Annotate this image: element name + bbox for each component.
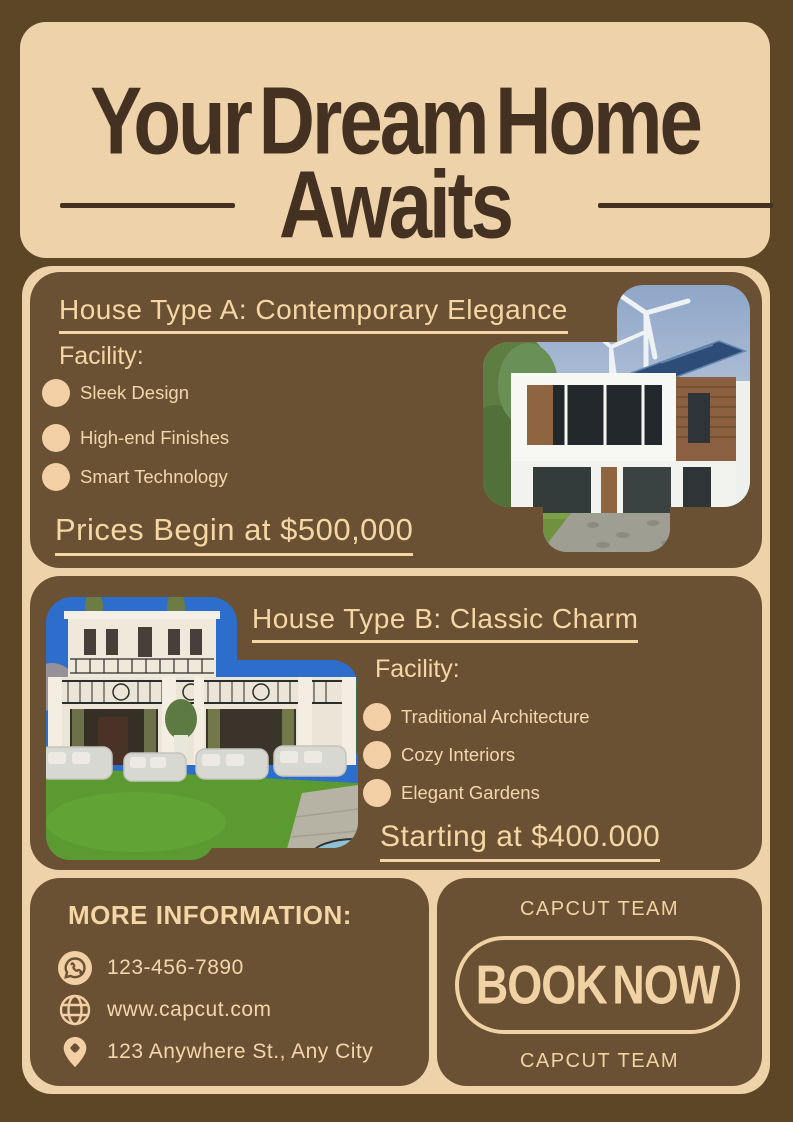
bullet-dot-icon bbox=[363, 741, 391, 769]
capcut-team-label-top: CAPCUT TEAM bbox=[519, 898, 680, 920]
booking-card bbox=[437, 878, 762, 1086]
facility-item bbox=[42, 379, 189, 407]
website-url: www.capcut.com bbox=[107, 998, 272, 1021]
phone-number: 123-456-7890 bbox=[107, 956, 244, 979]
facility-label-a: Facility: bbox=[59, 342, 144, 370]
bullet-dot-icon bbox=[363, 779, 391, 807]
book-now-button[interactable] bbox=[455, 936, 740, 1034]
house-type-a-title: House Type A: Contemporary Elegance bbox=[59, 294, 568, 334]
whatsapp-icon bbox=[57, 950, 93, 986]
facility-item-label: Cozy Interiors bbox=[401, 744, 516, 765]
facility-item-label: High-end Finishes bbox=[80, 427, 230, 448]
more-information-heading: MORE INFORMATION: bbox=[68, 900, 352, 930]
modern-house-photo bbox=[483, 285, 750, 552]
page-title-line2: Awaits bbox=[279, 151, 511, 259]
facility-item bbox=[42, 424, 229, 452]
house-type-b-card bbox=[30, 576, 762, 870]
header-panel bbox=[20, 22, 770, 258]
facility-item-label: Traditional Architecture bbox=[401, 706, 590, 727]
facility-item-label: Elegant Gardens bbox=[401, 782, 540, 803]
title-divider-right bbox=[598, 203, 773, 208]
facility-label-b: Facility: bbox=[375, 655, 460, 683]
page-title bbox=[20, 67, 770, 259]
more-information-card bbox=[30, 878, 429, 1086]
facility-item bbox=[42, 463, 228, 491]
price-b: Starting at $400.000 bbox=[380, 820, 660, 862]
bullet-dot-icon bbox=[42, 379, 70, 407]
house-type-a-card bbox=[30, 272, 762, 568]
bullet-dot-icon bbox=[42, 463, 70, 491]
modern-house-illustration bbox=[483, 285, 750, 552]
website-row bbox=[57, 992, 272, 1028]
page-title-line1: Your Dream Home bbox=[90, 67, 700, 175]
book-now-label: BOOK NOW bbox=[475, 953, 720, 1016]
bullet-dot-icon bbox=[363, 703, 391, 731]
phone-row bbox=[57, 950, 244, 986]
bullet-dot-icon bbox=[42, 424, 70, 452]
facility-item bbox=[363, 703, 590, 731]
house-type-b-title: House Type B: Classic Charm bbox=[252, 603, 638, 643]
facility-item-label: Smart Technology bbox=[80, 466, 228, 487]
facility-item bbox=[363, 741, 515, 769]
street-address: 123 Anywhere St., Any City bbox=[107, 1040, 374, 1063]
title-divider-left bbox=[60, 203, 235, 208]
facility-item-label: Sleek Design bbox=[80, 382, 190, 403]
facility-item bbox=[363, 779, 540, 807]
capcut-team-label-bottom: CAPCUT TEAM bbox=[519, 1050, 680, 1072]
globe-icon bbox=[57, 992, 93, 1028]
address-row bbox=[57, 1034, 373, 1070]
location-pin-icon bbox=[57, 1034, 93, 1070]
price-a: Prices Begin at $500,000 bbox=[55, 512, 413, 556]
